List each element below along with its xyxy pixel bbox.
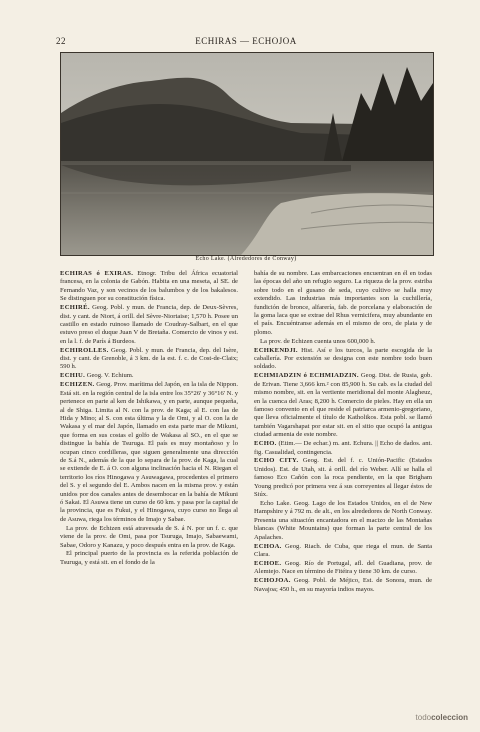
headword: ECHIRAS ó EXIRAS.: [60, 270, 134, 277]
entry-text: Etnogr. Tribu del África ecuatorial francesa, en la colonia de Gabón. Habita en una meseta, al SE. de Fernando Vaz, y son vecinos de los balumbos y de los bakalesos. Se distinguen por su constitución física.: [60, 270, 238, 303]
entry-text: Echo Lake. Geog. Lago de los Estados Unidos, en el de New Hampshire y á 792 m. de alt., en los alrededores de North Conway. Presenta una situación encantadora en el macizo de las Montañas blancas (White Mountains) que forman la parte central de los Apalaches.: [254, 499, 432, 541]
headword: ECHOE.: [254, 559, 282, 567]
left-text-column: [60, 270, 238, 568]
entry-echoe: [254, 560, 432, 577]
entry-echo-lake: [254, 500, 432, 542]
entry-echiras: [60, 270, 238, 304]
entry-text: Geog. Pobl. y mun. de Francia, dep. de Deux-Sèvres, dist. y cant. de Niort, á orill. del Sèvre-Niortaise; 1,570 h. Posee un castillo en estado ruinoso llamado de Coudray-Salbart, en el que estuvo preso el duque Juan V de Bretaña. Comercio de vinos y est. en la l. f. de París á Burdeos.: [60, 304, 238, 345]
headword: ECHIRÉ.: [60, 304, 90, 312]
headword: ECHO.: [254, 440, 277, 448]
watermark-prefix: todo: [415, 713, 432, 722]
entry-text: Geog. Pobl. de Méjico, Est. de Sonora, mun. de Navajoa; 450 h., en su mayoría indios mayos.: [254, 577, 432, 593]
illustration-caption: Echo Lake. (Alrededores de Conway): [195, 256, 297, 262]
entry-echkendji: [254, 347, 432, 372]
headword: ECHO CITY.: [254, 457, 299, 465]
entry-text: Hist. Así e los turcos, la parte escogida de la caballería. Por extensión se designa con este nombre todo buen soldado.: [254, 346, 432, 371]
watermark-brand: coleccion: [431, 713, 468, 722]
entry-text: El principal puerto de la provincia es la referida población de Tsuruga, y está sit. en el fondo de la: [60, 550, 238, 566]
echo-lake-photograph: [60, 52, 434, 256]
page-header: [56, 36, 436, 50]
headword: ECHIZEN.: [60, 381, 95, 389]
watermark-logo: [416, 713, 468, 722]
entry-echo: [254, 440, 432, 457]
entry-echo-city: [254, 457, 432, 499]
entry-text: (Etim.— De echar.) m. ant. Echura. || Echo de dados. ant. fig. Casualidad, contingencia.: [254, 440, 432, 456]
headword: ECHMIADZIN ó ECHMIADZIN.: [254, 372, 359, 380]
entry-echizen: [60, 381, 238, 524]
entry-echizen-port: [60, 550, 238, 567]
entry-text: La prov. de Echizen está atravesada de S. á N. por un f. c. que viene de la prov. de Omi, pasa por Tsuruga, Imajo, Sabaewami, Sabae, Odoro y Kanazu, y poco después entra en la prov. de Kaga.: [60, 524, 238, 549]
entry-echiu: [60, 372, 238, 380]
headword: ECHOJOA.: [254, 577, 291, 585]
entry-echoa: [254, 543, 432, 560]
entry-echizen-railway: [60, 525, 238, 550]
page-number: 22: [56, 36, 66, 46]
entry-text: Geog. V. Echium.: [85, 372, 134, 380]
entry-text: La prov. de Echizen cuenta unos 600,000 h.: [260, 337, 376, 345]
entry-text: bahía de su nombre. Las embarcaciones encuentran en él en todas las épocas del año un refugio seguro. La riqueza de la prov. estriba sobre todo en el gusano de seda, cuyo cultivo se halla muy extendido. Las industrias más importantes son la cuchillería, fundición de bronce, alfarería, fab. de porcelana y elaboración de la goma laca que se extrae del Rhus vernicifera, muy abundante en el país. Encuéntranse además en el mismo de oro, de plata y de plomo.: [254, 270, 432, 336]
entry-echire: [60, 304, 238, 346]
entry-text: Geog. Riach. de Cuba, que riega el mun. de Santa Clara.: [254, 542, 432, 558]
entry-echizen-continued: [254, 270, 432, 337]
headword: ECHIROLLES.: [60, 346, 109, 354]
entry-text: Geog. Dist. de Rusia, gob. de Erivan. Tiene 3,666 km.² con 85,900 h. Su cab. es la ciudad del mismo nombre, sit. en la vertiente meridional del monte Alagheuz, en la cuenca del Aras; 8,200 h. Comercio de pieles. Hay en ella un famoso convento en el que reside el patriarca armenio-gregoriano, que lleva oficialmente el título de Katholikos. Esta pobl. se llamó también Vagarshapat por estar sit. en el sitio que ocupó la antigua ciudad armenia de este nombre.: [254, 372, 432, 439]
headword: ECHIU.: [60, 372, 86, 380]
entry-text: Geog. Pobl. y mun. de Francia, dep. del Isère, dist. y cant. de Grenoble, á 3 km. de la est. f. c. de Cost-de-Claix; 590 h.: [60, 346, 238, 371]
entry-echojoa: [254, 577, 432, 594]
right-text-column: [254, 270, 432, 594]
entry-echizen-population: [254, 338, 432, 346]
entry-text: Geog. Río de Portugal, afl. del Guadiana, prov. de Alemtejo. Nace en término de Fitéira y tiene 30 km. de curso.: [254, 559, 432, 576]
headword: ECHKENDJI.: [254, 346, 298, 354]
entry-echmiadzin: [254, 372, 432, 439]
entry-text: Geog. Est. del f. c. Unión-Pacific (Estados Unidos). Est. de Utah, sit. á orill. del río Weber. Allí se halla el famoso Eco Cañón con la roca pendiente, en la que Brigham Young predicó por primera vez á sus correyentes al llegar éstos de Siúx.: [254, 457, 432, 499]
entry-echirolles: [60, 347, 238, 372]
running-title: ECHIRAS — ECHOJOA: [195, 36, 297, 46]
entry-text: Geog. Prov. marítima del Japón, en la isla de Nippon. Está sit. en la región central de la isla entre los 35°26' y 36°16' N. y pertenece en parte al ken de Ishikawa, y en parte, aunque pequeña, al de Shiga. Limita al N. con la prov. de Kaga; al E. con las de Hida y Mino; al S. con esta última y la de Omi, y al O. con la de Wakasa y el mar del Japón, llamado en esta parte mar de Mikuni, que forma en sus costas el golfo de Wakasa al SO., en el que se distingue la bahía de Tsuruga. El país es muy montañoso y lo ocupan cinco cordilleras, que siguen generalmente una dirección de S.á N., además de la que lo separa de la prov. de Kaga, la cual se extiende de E. á O. con alguna inclinación hacia el N. Riegan el territorio los ríos Hinogawa y Asuwagawa, procedentes el primero del S. y el segundo del E. Ambos nacen en la misma prov. y están unidos por dos canales antes de desembocar en la bahía de Mikuni ó Sakai. El Asuwa tiene un curso de 60 km. y pasa por la capital de la provincia, que es Fukui, y el Hinogawa, cuyo curso no llega al de Asuwa, riega los términos de Imajo y Sabae.: [60, 381, 238, 523]
headword: ECHOA.: [254, 542, 282, 550]
